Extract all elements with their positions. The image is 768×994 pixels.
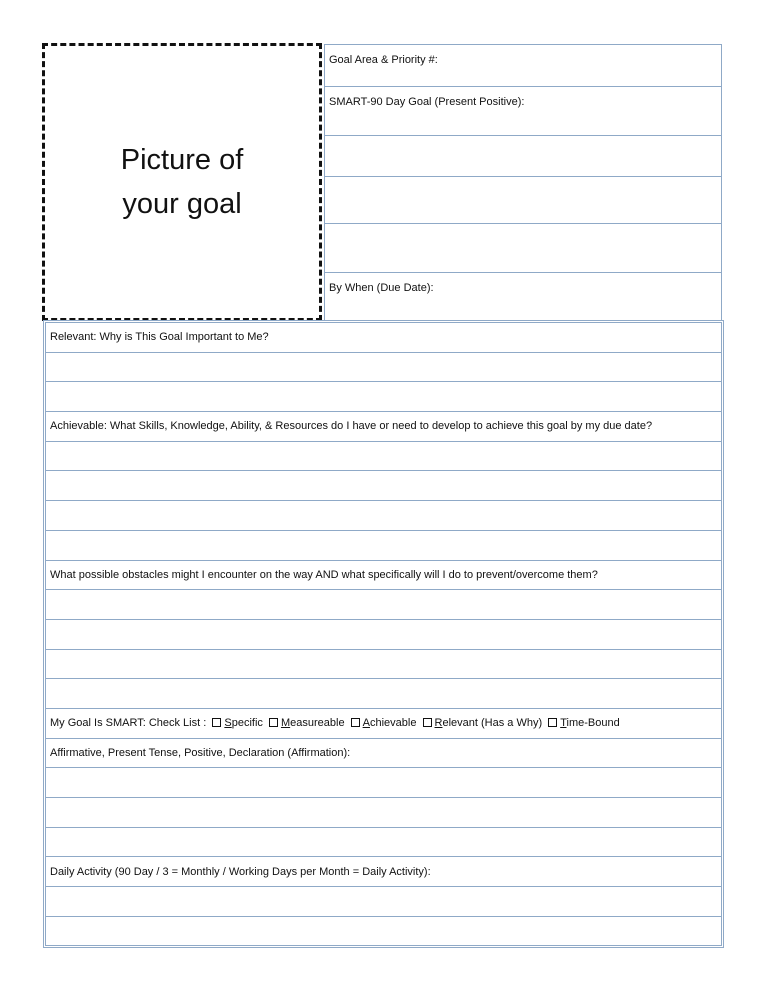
measureable-checkbox[interactable] [269, 718, 278, 727]
smart-goal-field[interactable]: SMART-90 Day Goal (Present Positive): [325, 87, 722, 136]
relevant-initial: R [434, 717, 443, 730]
goal-area-field[interactable]: Goal Area & Priority #: [325, 45, 722, 87]
picture-of-goal-box[interactable] [42, 43, 322, 321]
smart-checklist-row [46, 708, 722, 738]
daily-activity-heading: Daily Activity (90 Day / 3 = Monthly / Working Days per Month = Daily Activity): [46, 857, 722, 887]
measureable-label: easureable [290, 717, 345, 730]
obstacles-line[interactable] [46, 590, 722, 620]
achievable-line[interactable] [46, 441, 722, 471]
daily-activity-line[interactable] [46, 887, 722, 917]
relevant-heading: Relevant: Why is This Goal Important to Me? [46, 323, 722, 353]
achievable-heading: Achievable: What Skills, Knowledge, Ability, & Resources do I have or need to develop to achieve this goal by my due date? [46, 412, 722, 442]
checklist-label: My Goal Is SMART: Check List : [50, 717, 207, 730]
specific-checkbox[interactable] [212, 718, 221, 727]
obstacles-line[interactable] [46, 649, 722, 679]
achievable-checkbox[interactable] [351, 718, 360, 727]
smart-goal-line-2[interactable] [325, 136, 722, 177]
obstacles-line[interactable] [46, 679, 722, 709]
achievable-line[interactable] [46, 471, 722, 501]
specific-label: pecific [231, 717, 263, 730]
time-bound-label: ime-Bound [566, 717, 620, 730]
smart-goal-line-3[interactable] [325, 177, 722, 224]
obstacles-line[interactable] [46, 619, 722, 649]
picture-label-line2: your goal [122, 188, 242, 220]
measureable-initial: M [280, 717, 291, 730]
goal-header-table [324, 44, 722, 321]
relevant-line[interactable] [46, 382, 722, 412]
achievable-line[interactable] [46, 501, 722, 531]
obstacles-heading: What possible obstacles might I encounter on the way AND what specifically will I do to prevent/overcome them? [46, 560, 722, 590]
relevant-checkbox[interactable] [423, 718, 432, 727]
time-bound-checkbox[interactable] [548, 718, 557, 727]
relevant-line[interactable] [46, 352, 722, 382]
affirmation-line[interactable] [46, 768, 722, 798]
specific-initial: S [224, 717, 232, 730]
daily-activity-line[interactable] [46, 916, 722, 946]
affirmation-line[interactable] [46, 798, 722, 828]
achievable-label: chievable [369, 717, 417, 730]
affirmation-heading: Affirmative, Present Tense, Positive, Declaration (Affirmation): [46, 738, 722, 768]
due-date-field[interactable]: By When (Due Date): [325, 273, 722, 321]
picture-label-line1: Picture of [120, 144, 244, 176]
smart-goal-line-4[interactable] [325, 224, 722, 273]
time-bound-initial: T [560, 717, 567, 730]
achievable-line[interactable] [46, 530, 722, 560]
relevant-label: elevant (Has a Why) [442, 717, 543, 730]
affirmation-line[interactable] [46, 827, 722, 857]
goal-worksheet-table [45, 322, 722, 946]
achievable-initial: A [362, 717, 370, 730]
